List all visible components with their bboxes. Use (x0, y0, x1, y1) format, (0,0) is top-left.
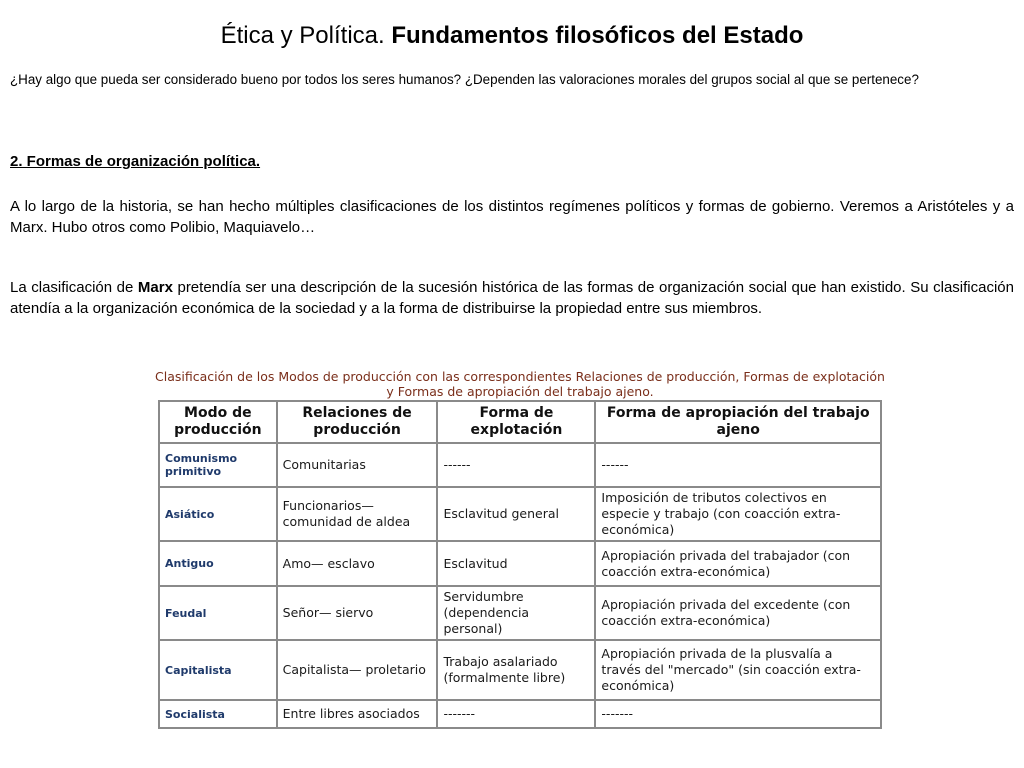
cell-relaciones: Capitalista— proletario (277, 640, 438, 700)
paragraph-classifications: A lo largo de la historia, se han hecho múltiples clasificaciones de los distintos regímenes políticos y formas de gobierno. Veremos a Aristóteles y a Marx. Hubo otros como Polibio, Maquiavelo… (10, 198, 1014, 236)
guiding-question: ¿Hay algo que pueda ser considerado bueno por todos los seres humanos? ¿Dependen las valoraciones morales del grupos social al que se pertenece? (10, 72, 919, 87)
title-topic: Fundamentos filosóficos del Estado (391, 22, 804, 49)
cell-explotacion: ------- (437, 700, 595, 728)
title-subject: Ética y Política. (220, 22, 385, 49)
table-row (159, 586, 881, 640)
cell-explotacion: Trabajo asalariado (formalmente libre) (437, 640, 595, 700)
page-title (0, 22, 1024, 50)
cell-relaciones: Funcionarios— comunidad de aldea (277, 487, 438, 541)
cell-relaciones: Señor— siervo (277, 586, 438, 640)
table-row (159, 700, 881, 728)
cell-apropiacion: Imposición de tributos colectivos en especie y trabajo (con coacción extra-económica) (595, 487, 881, 541)
header-forma-apropiacion: Forma de apropiación del trabajo ajeno (595, 401, 881, 443)
cell-apropiacion: Apropiación privada del excedente (con coacción extra-económica) (595, 586, 881, 640)
cell-modo: Feudal (159, 586, 277, 640)
cell-relaciones: Amo— esclavo (277, 541, 438, 586)
cell-relaciones: Comunitarias (277, 443, 438, 487)
cell-explotacion: ------ (437, 443, 595, 487)
header-modo: Modo de producción (159, 401, 277, 443)
cell-modo: Asiático (159, 487, 277, 541)
cell-apropiacion: Apropiación privada de la plusvalía a través del "mercado" (sin coacción extra-económica) (595, 640, 881, 700)
table-row (159, 541, 881, 586)
section-heading: 2. Formas de organización política. (10, 153, 261, 170)
paragraph-marx-after: pretendía ser una descripción de la sucesión histórica de las formas de organización social que han existido. Su clasificación atendía a la organización económica de la sociedad y a la forma de distribuirse la propiedad entre sus miembros. (10, 279, 1014, 317)
table-row (159, 443, 881, 487)
cell-explotacion: Esclavitud general (437, 487, 595, 541)
cell-apropiacion: ------- (595, 700, 881, 728)
paragraph-marx-before: La clasificación de (10, 279, 138, 296)
cell-modo: Capitalista (159, 640, 277, 700)
cell-explotacion: Servidumbre (dependencia personal) (437, 586, 595, 640)
cell-apropiacion: ------ (595, 443, 881, 487)
cell-modo: Antiguo (159, 541, 277, 586)
table-caption: Clasificación de los Modos de producción con las correspondientes Relaciones de producción, Formas de explotación y Formas de apropiación del trabajo ajeno. (155, 369, 885, 399)
header-forma-explotacion: Forma de explotación (437, 401, 595, 443)
paragraph-marx (10, 277, 1014, 319)
modes-of-production-table (158, 400, 882, 729)
cell-modo: Comunismo primitivo (159, 443, 277, 487)
cell-apropiacion: Apropiación privada del trabajador (con coacción extra-económica) (595, 541, 881, 586)
cell-explotacion: Esclavitud (437, 541, 595, 586)
header-relaciones: Relaciones de producción (277, 401, 438, 443)
table-row (159, 640, 881, 700)
table-header-row (159, 401, 881, 443)
cell-relaciones: Entre libres asociados (277, 700, 438, 728)
cell-modo: Socialista (159, 700, 277, 728)
paragraph-marx-name: Marx (137, 279, 173, 296)
table-row (159, 487, 881, 541)
